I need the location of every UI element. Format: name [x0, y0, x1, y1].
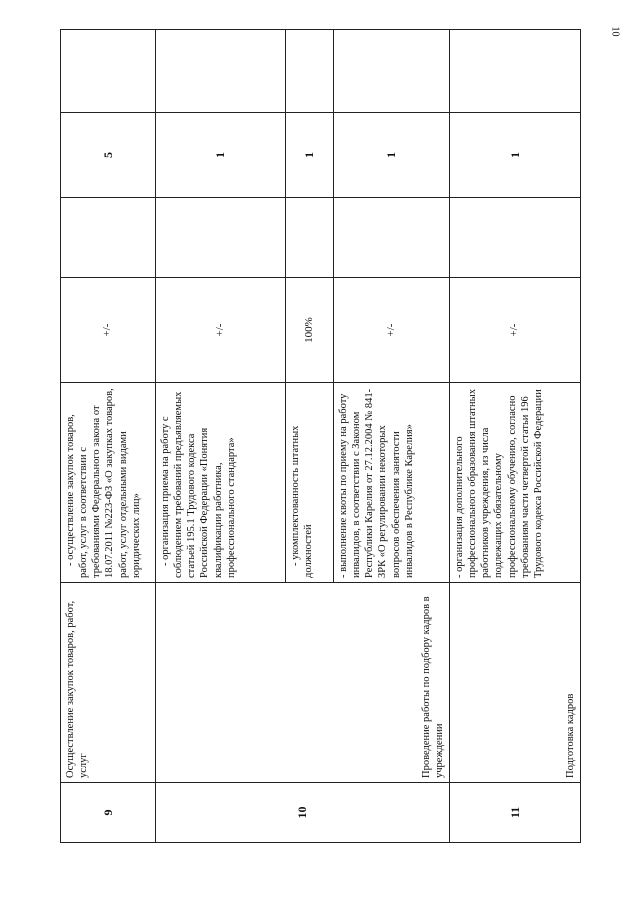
row-number: 9 — [61, 783, 156, 843]
points-cell: 1 — [334, 113, 450, 198]
criteria-table — [60, 29, 581, 843]
row-number: 10 — [156, 783, 450, 843]
empty-cell — [334, 30, 450, 113]
value-cell: +/- — [61, 278, 156, 383]
empty-cell — [450, 30, 581, 113]
empty-cell — [286, 30, 334, 113]
table-row — [156, 30, 286, 843]
page-number: 10 — [609, 26, 621, 37]
empty-cell — [334, 198, 450, 278]
direction-cell: Подготовка кадров — [450, 583, 581, 783]
empty-cell — [61, 30, 156, 113]
empty-cell — [286, 198, 334, 278]
value-cell: +/- — [156, 278, 286, 383]
points-cell: 1 — [286, 113, 334, 198]
value-cell: +/- — [450, 278, 581, 383]
indicator-cell: - организация дополнительного профессионального образования штатных работников учреждения, из числа подлежащих обязательному профессиональному обучению, согласно требованиям части четвертой статьи 196 Трудового кодекса Российской Федерации — [450, 383, 581, 583]
row-number: 11 — [450, 783, 581, 843]
table-row — [61, 30, 156, 843]
indicator-cell: - выполнение квоты по приему на работу инвалидов, в соответствии с Законом Республики Карелия от 27.12.2004 № 841-ЗРК «О регулировании некоторых вопросов обеспечения занятости инвалидов в Республике Карелия» — [334, 383, 450, 583]
points-cell: 5 — [61, 113, 156, 198]
direction-cell: Осуществление закупок товаров, работ, услуг — [61, 583, 156, 783]
indicator-cell: - осуществление закупок товаров, работ, услуг в соответствии с требованиями Федерального закона от 18.07.2011 №223-ФЗ «О закупках товаров, работ, услуг отдельными видами юридических лиц» — [61, 383, 156, 583]
empty-cell — [61, 198, 156, 278]
points-cell: 1 — [156, 113, 286, 198]
value-cell: 100% — [286, 278, 334, 383]
empty-cell — [156, 198, 286, 278]
direction-cell: Проведение работы по подбору кадров в учреждении — [156, 583, 450, 783]
table-row — [450, 30, 581, 843]
table-rotated-wrapper — [60, 30, 580, 843]
indicator-cell: - укомплектованность штатных должностей — [286, 383, 334, 583]
empty-cell — [450, 198, 581, 278]
value-cell: +/- — [334, 278, 450, 383]
indicator-cell: - организация приема на работу с соблюдением требований предъявляемых статьей 195.1 Трудового кодекса Российской Федерации «Понятия квалификации работника, профессионального стандарта» — [156, 383, 286, 583]
table-rotated-content — [60, 30, 580, 843]
empty-cell — [156, 30, 286, 113]
points-cell: 1 — [450, 113, 581, 198]
